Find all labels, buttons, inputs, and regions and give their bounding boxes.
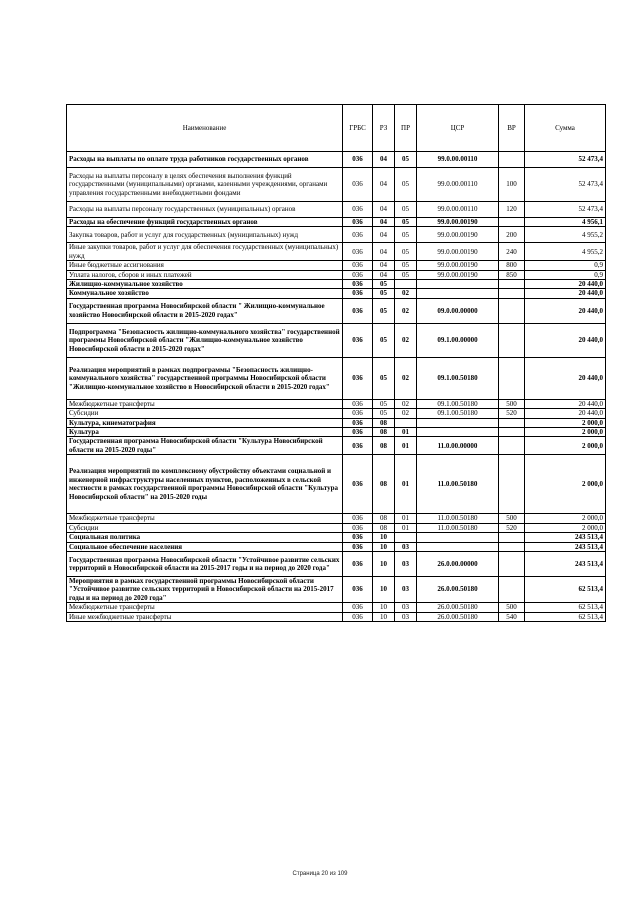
table-row [67, 218, 606, 227]
cell-name: Расходы на обеспечение функций государственных органов [67, 218, 343, 227]
table-row [67, 243, 606, 261]
cell-grbs: 036 [343, 280, 373, 289]
cell-name: Реализация мероприятий по комплексному обустройству объектами социальной и инженерной инфраструктуры населенных пунктов, расположенных в сельской местности в рамках государственной программы Новосибирской области "Культура Новосибирской области" на 2015-2020 годы [67, 455, 343, 514]
table-row [67, 323, 606, 357]
cell-csr: 26.0.00.50180 [417, 576, 499, 602]
cell-vr [499, 323, 525, 357]
cell-pr: 02 [395, 298, 417, 323]
cell-pr: 02 [395, 289, 417, 298]
cell-grbs: 036 [343, 202, 373, 218]
cell-rz: 10 [373, 542, 395, 551]
cell-grbs: 036 [343, 437, 373, 455]
table-row [67, 612, 606, 621]
cell-sum: 62 513,4 [525, 576, 606, 602]
cell-pr: 03 [395, 603, 417, 612]
cell-grbs: 036 [343, 168, 373, 202]
cell-sum: 0,9 [525, 270, 606, 279]
cell-name: Государственная программа Новосибирской области " Жилищно-коммунальное хозяйство Новосибирской области в 2015-2020 годах" [67, 298, 343, 323]
cell-csr: 09.1.00.50180 [417, 357, 499, 399]
cell-name: Расходы на выплаты персоналу в целях обеспечения выполнения функций государственными (муниципальными) органами, казенными учреждениями, органами управления государственными внебюджетными фондами [67, 168, 343, 202]
cell-sum: 243 513,4 [525, 542, 606, 551]
cell-vr [499, 298, 525, 323]
cell-csr: 09.1.00.50180 [417, 399, 499, 408]
cell-rz: 04 [373, 270, 395, 279]
cell-pr: 05 [395, 270, 417, 279]
cell-grbs: 036 [343, 152, 373, 168]
cell-vr [499, 428, 525, 437]
cell-csr [417, 418, 499, 427]
cell-sum: 20 440,0 [525, 280, 606, 289]
cell-csr: 99.0.00.00190 [417, 261, 499, 270]
cell-pr: 01 [395, 455, 417, 514]
table-row [67, 542, 606, 551]
header-rz: РЗ [373, 105, 395, 152]
cell-name: Межбюджетные трансферты [67, 603, 343, 612]
cell-pr [395, 533, 417, 542]
table-row [67, 418, 606, 427]
cell-grbs: 036 [343, 218, 373, 227]
page-number: Страница 20 из 109 [292, 871, 348, 877]
cell-vr: 850 [499, 270, 525, 279]
table-row [67, 455, 606, 514]
cell-rz: 10 [373, 551, 395, 576]
cell-vr [499, 218, 525, 227]
budget-table [66, 104, 606, 622]
cell-vr [499, 289, 525, 298]
cell-csr: 99.0.00.00190 [417, 218, 499, 227]
cell-vr: 100 [499, 168, 525, 202]
cell-pr: 01 [395, 428, 417, 437]
cell-sum: 52 473,4 [525, 168, 606, 202]
cell-name: Государственная программа Новосибирской области "Культура Новосибирской области на 2015-2020 годы" [67, 437, 343, 455]
cell-pr: 03 [395, 551, 417, 576]
cell-vr: 120 [499, 202, 525, 218]
cell-vr [499, 152, 525, 168]
cell-name: Межбюджетные трансферты [67, 514, 343, 523]
cell-pr: 02 [395, 323, 417, 357]
cell-rz: 08 [373, 455, 395, 514]
cell-name: Иные бюджетные ассигнования [67, 261, 343, 270]
cell-csr: 09.0.00.00000 [417, 298, 499, 323]
cell-csr: 11.0.00.50180 [417, 455, 499, 514]
table-row [67, 533, 606, 542]
cell-csr: 99.0.00.00110 [417, 152, 499, 168]
header-vr: ВР [499, 105, 525, 152]
cell-sum: 2 000,0 [525, 514, 606, 523]
cell-pr [395, 280, 417, 289]
cell-csr: 99.0.00.00110 [417, 202, 499, 218]
cell-csr: 99.0.00.00190 [417, 243, 499, 261]
cell-csr [417, 289, 499, 298]
table-row [67, 409, 606, 418]
cell-pr: 03 [395, 576, 417, 602]
cell-vr: 240 [499, 243, 525, 261]
cell-rz: 04 [373, 218, 395, 227]
cell-pr: 03 [395, 542, 417, 551]
cell-name: Субсидии [67, 523, 343, 532]
cell-pr: 05 [395, 243, 417, 261]
cell-name: Социальное обеспечение населения [67, 542, 343, 551]
cell-grbs: 036 [343, 576, 373, 602]
cell-rz: 05 [373, 289, 395, 298]
cell-rz: 10 [373, 603, 395, 612]
cell-pr: 05 [395, 227, 417, 243]
cell-name: Социальная политика [67, 533, 343, 542]
cell-grbs: 036 [343, 514, 373, 523]
cell-sum: 20 440,0 [525, 399, 606, 408]
cell-csr: 99.0.00.00190 [417, 270, 499, 279]
cell-csr: 26.0.00.50180 [417, 603, 499, 612]
table-body [67, 152, 606, 622]
cell-pr: 01 [395, 523, 417, 532]
cell-name: Культура [67, 428, 343, 437]
header-name: Наименование [67, 105, 343, 152]
cell-name: Расходы на выплаты персоналу государственных (муниципальных) органов [67, 202, 343, 218]
cell-rz: 05 [373, 323, 395, 357]
cell-csr: 26.0.00.00000 [417, 551, 499, 576]
cell-csr [417, 428, 499, 437]
table-row [67, 280, 606, 289]
cell-vr [499, 542, 525, 551]
cell-csr: 11.0.00.00000 [417, 437, 499, 455]
cell-vr: 500 [499, 399, 525, 408]
cell-name: Уплата налогов, сборов и иных платежей [67, 270, 343, 279]
cell-sum: 2 000,0 [525, 455, 606, 514]
cell-grbs: 036 [343, 428, 373, 437]
cell-grbs: 036 [343, 455, 373, 514]
cell-vr [499, 357, 525, 399]
table-row [67, 514, 606, 523]
cell-rz: 04 [373, 227, 395, 243]
cell-csr: 11.0.00.50180 [417, 523, 499, 532]
cell-vr [499, 280, 525, 289]
cell-vr [499, 576, 525, 602]
cell-sum: 62 513,4 [525, 612, 606, 621]
header-sum: Сумма [525, 105, 606, 152]
cell-vr: 540 [499, 612, 525, 621]
cell-rz: 08 [373, 418, 395, 427]
cell-csr: 99.0.00.00190 [417, 227, 499, 243]
cell-csr: 99.0.00.00110 [417, 168, 499, 202]
cell-pr: 05 [395, 168, 417, 202]
cell-grbs: 036 [343, 542, 373, 551]
table-header-row [67, 105, 606, 152]
cell-grbs: 036 [343, 357, 373, 399]
cell-pr: 05 [395, 152, 417, 168]
cell-pr: 02 [395, 399, 417, 408]
cell-rz: 04 [373, 261, 395, 270]
cell-name: Межбюджетные трансферты [67, 399, 343, 408]
cell-sum: 2 000,0 [525, 418, 606, 427]
cell-pr: 01 [395, 437, 417, 455]
cell-sum: 2 000,0 [525, 428, 606, 437]
cell-vr: 500 [499, 603, 525, 612]
cell-rz: 08 [373, 437, 395, 455]
table-row [67, 202, 606, 218]
cell-name: Иные межбюджетные трансферты [67, 612, 343, 621]
cell-grbs: 036 [343, 523, 373, 532]
cell-rz: 04 [373, 152, 395, 168]
cell-sum: 62 513,4 [525, 603, 606, 612]
cell-grbs: 036 [343, 261, 373, 270]
cell-vr: 800 [499, 261, 525, 270]
cell-sum: 20 440,0 [525, 298, 606, 323]
table-row [67, 168, 606, 202]
cell-sum: 2 000,0 [525, 523, 606, 532]
cell-sum: 20 440,0 [525, 323, 606, 357]
cell-vr [499, 418, 525, 427]
cell-vr: 200 [499, 227, 525, 243]
cell-sum: 4 955,2 [525, 227, 606, 243]
table-row [67, 289, 606, 298]
cell-sum: 52 473,4 [525, 202, 606, 218]
cell-grbs: 036 [343, 399, 373, 408]
cell-rz: 08 [373, 514, 395, 523]
cell-csr: 11.0.00.50180 [417, 514, 499, 523]
cell-pr: 02 [395, 357, 417, 399]
table-row [67, 270, 606, 279]
cell-name: Жилищно-коммунальное хозяйство [67, 280, 343, 289]
header-grbs: ГРБС [343, 105, 373, 152]
cell-rz: 05 [373, 409, 395, 418]
cell-sum: 0,9 [525, 261, 606, 270]
cell-grbs: 036 [343, 418, 373, 427]
cell-grbs: 036 [343, 323, 373, 357]
cell-grbs: 036 [343, 612, 373, 621]
table-row [67, 437, 606, 455]
cell-csr: 26.0.00.50180 [417, 612, 499, 621]
cell-pr: 05 [395, 202, 417, 218]
cell-pr: 05 [395, 261, 417, 270]
table-row [67, 428, 606, 437]
cell-sum: 52 473,4 [525, 152, 606, 168]
cell-vr [499, 455, 525, 514]
table-row [67, 152, 606, 168]
cell-vr [499, 551, 525, 576]
cell-rz: 05 [373, 298, 395, 323]
cell-pr: 01 [395, 514, 417, 523]
cell-grbs: 036 [343, 243, 373, 261]
header-pr: ПР [395, 105, 417, 152]
table-row [67, 261, 606, 270]
cell-name: Закупка товаров, работ и услуг для государственных (муниципальных) нужд [67, 227, 343, 243]
cell-sum: 243 513,4 [525, 533, 606, 542]
cell-csr: 09.1.00.00000 [417, 323, 499, 357]
cell-name: Коммунальное хозяйство [67, 289, 343, 298]
cell-sum: 20 440,0 [525, 409, 606, 418]
cell-name: Иные закупки товаров, работ и услуг для обеспечения государственных (муниципальных) нужд [67, 243, 343, 261]
cell-sum: 4 955,2 [525, 243, 606, 261]
cell-name: Мероприятия в рамках государственной программы Новосибирской области "Устойчивое развитие сельских территорий в Новосибирской области на 2015-2017 годы и на период до 2020 года" [67, 576, 343, 602]
cell-vr [499, 533, 525, 542]
cell-vr: 500 [499, 514, 525, 523]
cell-vr: 520 [499, 409, 525, 418]
cell-sum: 4 956,1 [525, 218, 606, 227]
cell-name: Реализация мероприятий в рамках подпрограммы "Безопасность жилищно-коммунального хозяйства" государственной программы Новосибирской области "Жилищно-коммунальное хозяйство в Новосибирской области в 2015-2020 годах" [67, 357, 343, 399]
table-row [67, 603, 606, 612]
header-csr: ЦСР [417, 105, 499, 152]
cell-sum: 2 000,0 [525, 437, 606, 455]
table-row [67, 523, 606, 532]
cell-name: Расходы на выплаты по оплате труда работников государственных органов [67, 152, 343, 168]
table-row [67, 399, 606, 408]
table-row [67, 298, 606, 323]
cell-pr: 05 [395, 218, 417, 227]
cell-sum: 20 440,0 [525, 357, 606, 399]
table-row [67, 357, 606, 399]
table-row [67, 551, 606, 576]
cell-name: Субсидии [67, 409, 343, 418]
cell-rz: 10 [373, 612, 395, 621]
table-row [67, 227, 606, 243]
cell-csr [417, 542, 499, 551]
cell-pr: 02 [395, 409, 417, 418]
cell-csr [417, 533, 499, 542]
cell-rz: 08 [373, 523, 395, 532]
cell-grbs: 036 [343, 270, 373, 279]
cell-vr: 520 [499, 523, 525, 532]
cell-rz: 10 [373, 576, 395, 602]
cell-grbs: 036 [343, 533, 373, 542]
cell-name: Государственная программа Новосибирской области "Устойчивое развитие сельских территорий в Новосибирской области на 2015-2017 годы и на период до 2020 года" [67, 551, 343, 576]
cell-rz: 10 [373, 533, 395, 542]
cell-rz: 04 [373, 243, 395, 261]
cell-grbs: 036 [343, 289, 373, 298]
cell-rz: 04 [373, 202, 395, 218]
cell-name: Культура, кинематография [67, 418, 343, 427]
cell-grbs: 036 [343, 551, 373, 576]
cell-grbs: 036 [343, 298, 373, 323]
cell-pr [395, 418, 417, 427]
cell-grbs: 036 [343, 409, 373, 418]
cell-rz: 05 [373, 280, 395, 289]
cell-sum: 20 440,0 [525, 289, 606, 298]
cell-vr [499, 437, 525, 455]
cell-rz: 05 [373, 399, 395, 408]
cell-rz: 08 [373, 428, 395, 437]
cell-sum: 243 513,4 [525, 551, 606, 576]
cell-csr: 09.1.00.50180 [417, 409, 499, 418]
cell-rz: 04 [373, 168, 395, 202]
cell-pr: 03 [395, 612, 417, 621]
cell-name: Подпрограмма "Безопасность жилищно-коммунального хозяйства" государственной программы Новосибирской области "Жилищно-коммунальное хозяйство Новосибирской области в 2015-2020 годах" [67, 323, 343, 357]
cell-grbs: 036 [343, 227, 373, 243]
table-row [67, 576, 606, 602]
cell-grbs: 036 [343, 603, 373, 612]
cell-csr [417, 280, 499, 289]
cell-rz: 05 [373, 357, 395, 399]
